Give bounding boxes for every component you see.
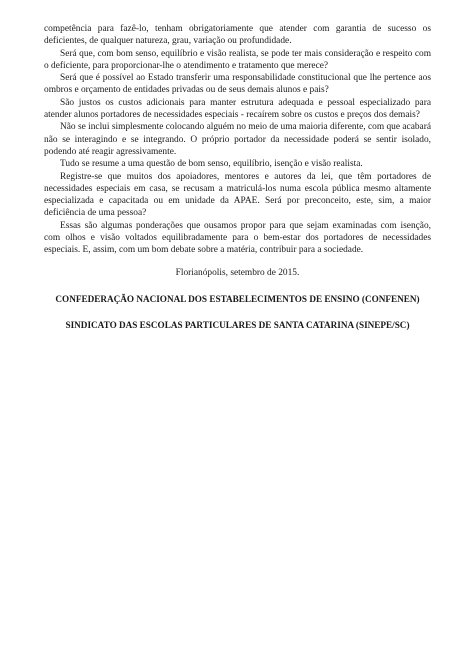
paragraph-additional-costs: São justos os custos adicionais para manter estrutura adequada e pessoal especializado para atender alunos portadores de necessidades especiais - recaírem sobre os custos e preços dos demais? bbox=[44, 97, 431, 121]
paragraph-inclusion: Não se inclui simplesmente colocando alguém no meio de uma maioria diferente, com que acabará não se interagindo e se integrando. O próprio portador da necessidade poderá se sentir isolado, podendo até reagir agressivamente. bbox=[44, 122, 431, 157]
document-body bbox=[44, 23, 431, 332]
paragraph-summary: Tudo se resume a uma questão de bom senso, equilíbrio, isenção e visão realista. bbox=[60, 159, 363, 170]
signatory-confenen: CONFEDERAÇÃO NACIONAL DOS ESTABELECIMENTOS DE ENSINO (CONFENEN) bbox=[55, 293, 420, 304]
paragraph-common-sense-question: Será que, com bom senso, equilíbrio e visão realista, se pode ter mais consideração e respeito com o deficiente, para proporcionar-lhe o atendimento e tratamento que merece? bbox=[44, 48, 431, 71]
paragraph-supporters: Registre-se que muitos dos apoiadores, mentores e autores da lei, que têm portadores de necessidades especiais em casa, se recusam a matriculá-los numa escola pública mesmo altamente especializada e capacitada ou em unidade da APAE. Será por preconceito, este, sim, a maior deficiência de uma pessoa? bbox=[44, 171, 431, 219]
paragraph-continuation: competência para fazê-lo, tenham obrigatoriamente que atender com garantia de sucesso os deficientes, de qualquer natureza, grau, variação ou profundidade. bbox=[44, 24, 431, 47]
paragraph-state-responsibility: Será que é possível ao Estado transferir uma responsabilidade constitucional que lhe pertence aos ombros e orçamento de entidades privadas ou de seus demais alunos e pais? bbox=[44, 73, 431, 96]
place-date: Florianópolis, setembro de 2015. bbox=[175, 267, 300, 278]
signatory-sinepe: SINDICATO DAS ESCOLAS PARTICULARES DE SANTA CATARINA (SINEPE/SC) bbox=[65, 320, 410, 331]
paragraph-closing: Essas são algumas ponderações que ousamos propor para que sejam examinadas com isenção, com olhos e visão voltados equilibradamente para o bem-estar dos portadores de necessidades especiais. E, assim, com um bom debate sobre a matéria, contribuir para a sociedade. bbox=[44, 220, 431, 256]
